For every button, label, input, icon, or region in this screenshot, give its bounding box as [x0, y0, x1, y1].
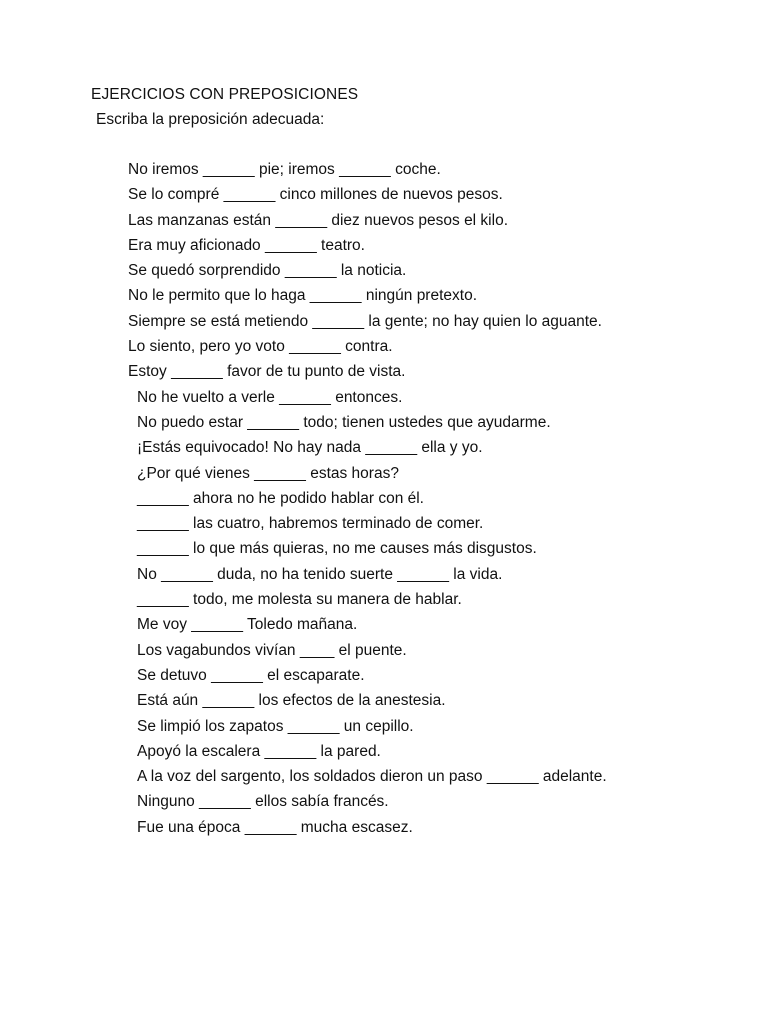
exercise-text: Siempre se está metiendo ______ la gente; no hay quien lo aguante.: [128, 312, 602, 330]
exercise-text: No ______ duda, no ha tenido suerte ______ la vida.: [137, 565, 503, 583]
exercise-text: No iremos ______ pie; iremos ______ coche.: [128, 161, 441, 178]
exercise-text: ¡Estás equivocado! No hay nada ______ ella y yo.: [137, 439, 483, 457]
exercise-text: Apoyó la escalera ______ la pared.: [137, 742, 381, 760]
exercise-text: Estoy ______ favor de tu punto de vista.: [128, 363, 406, 381]
exercise-text: Lo siento, pero yo voto ______ contra.: [128, 338, 393, 356]
exercise-text: Se detuvo ______ el escaparate.: [137, 666, 365, 684]
exercise-text: Me voy ______ Toledo mañana.: [137, 616, 358, 634]
exercise-text: A la voz del sargento, los soldados dieron un paso ______ adelante.: [137, 768, 607, 786]
exercise-text: Se lo compré ______ cinco millones de nuevos pesos.: [128, 186, 503, 204]
exercise-text: ______ las cuatro, habremos terminado de comer.: [137, 515, 484, 533]
exercise-text: Está aún ______ los efectos de la anestesia.: [137, 692, 446, 710]
exercise-text: ______ todo, me molesta su manera de hablar.: [137, 591, 462, 609]
exercise-text: Se limpió los zapatos ______ un cepillo.: [137, 717, 414, 735]
exercise-text: ¿Por qué vienes ______ estas horas?: [137, 464, 399, 482]
document-title: EJERCICIOS CON PREPOSICIONES: [91, 86, 359, 103]
exercise-text: No le permito que lo haga ______ ningún pretexto.: [128, 287, 477, 305]
exercise-text: Se quedó sorprendido ______ la noticia.: [128, 262, 407, 280]
exercise-text: Fue una época ______ mucha escasez.: [137, 818, 413, 836]
exercise-text: ______ ahora no he podido hablar con él.: [137, 489, 424, 507]
exercise-text: Ninguno ______ ellos sabía francés.: [137, 793, 389, 811]
exercise-text: No puedo estar ______ todo; tienen ustedes que ayudarme.: [137, 413, 551, 431]
exercise-text: ______ lo que más quieras, no me causes más disgustos.: [137, 540, 537, 558]
exercise-text: No he vuelto a verle ______ entonces.: [137, 388, 403, 406]
exercise-text: Era muy aficionado ______ teatro.: [128, 236, 365, 254]
exercise-text: Las manzanas están ______ diez nuevos pesos el kilo.: [128, 211, 508, 229]
exercise-text: Los vagabundos vivían ____ el puente.: [137, 641, 407, 659]
instruction-text: Escriba la preposición adecuada:: [96, 111, 325, 128]
